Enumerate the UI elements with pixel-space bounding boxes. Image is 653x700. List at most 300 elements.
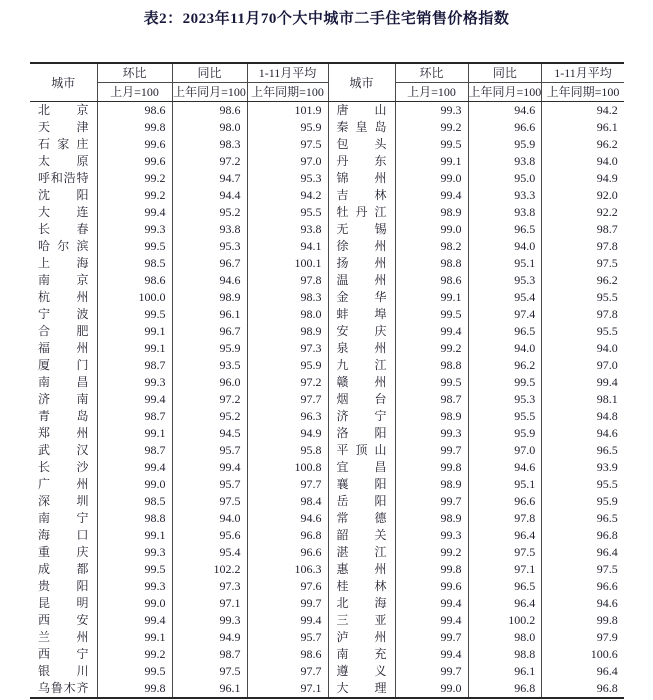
avg-value: 94.6 [596,426,618,440]
header-yoy-left: 同比 [172,63,247,83]
yoy-value: 97.1 [468,561,542,578]
table-row [30,408,624,425]
avg-value: 97.7 [247,663,328,680]
mom-value: 99.4 [97,612,172,629]
avg-value: 97.6 [247,578,328,595]
mom-value: 99.6 [97,153,172,170]
mom-value: 99.8 [97,680,172,698]
yoy-value: 95.5 [468,408,542,425]
avg-value: 98.7 [596,222,618,236]
yoy-value: 98.0 [172,119,247,136]
city-name: 赣州 [328,374,395,391]
city-name: 九江 [328,357,395,374]
city-name: 丹东 [328,153,395,170]
yoy-value: 96.1 [172,306,247,323]
mom-value: 99.2 [395,119,468,136]
city-name: 济南 [30,391,97,408]
yoy-value: 95.6 [172,527,247,544]
city-name: 牡丹江 [328,204,395,221]
table-row [30,272,624,289]
yoy-value: 95.1 [468,476,542,493]
city-name: 太原 [30,153,97,170]
mom-value: 99.8 [395,459,468,476]
table-row [30,442,624,459]
yoy-value: 95.3 [468,391,542,408]
city-name: 北海 [328,595,395,612]
mom-value: 98.9 [395,408,468,425]
avg-value: 94.6 [596,596,618,610]
city-name: 无锡 [328,221,395,238]
yoy-value: 95.7 [172,442,247,459]
mom-value: 99.6 [395,578,468,595]
yoy-value: 94.0 [172,510,247,527]
city-name: 南昌 [30,374,97,391]
table-row [30,629,624,646]
table-row [30,663,624,680]
city-name: 贵阳 [30,578,97,595]
table-row [30,221,624,238]
table-row [30,170,624,187]
yoy-value: 94.9 [172,629,247,646]
avg-value: 97.1 [247,680,328,698]
yoy-value: 95.3 [172,238,247,255]
yoy-value: 96.7 [172,323,247,340]
mom-value: 99.5 [97,561,172,578]
city-name: 唐山 [328,102,395,120]
mom-value: 98.5 [97,493,172,510]
yoy-value: 96.2 [468,357,542,374]
table-row [30,306,624,323]
mom-value: 99.7 [395,663,468,680]
mom-value: 99.0 [395,170,468,187]
avg-value: 95.7 [247,629,328,646]
yoy-value: 96.7 [172,255,247,272]
avg-value: 96.8 [596,681,618,695]
table-row [30,476,624,493]
mom-value: 100.0 [97,289,172,306]
yoy-value: 95.4 [172,544,247,561]
city-name: 常德 [328,510,395,527]
mom-value: 99.2 [97,170,172,187]
avg-value: 95.9 [596,494,618,508]
avg-value: 93.8 [247,221,328,238]
table-row [30,255,624,272]
city-name: 呼和浩特 [30,170,97,187]
header-avg-base-right: 上年同期=100 [542,83,624,102]
avg-value: 98.4 [247,493,328,510]
mom-value: 98.9 [395,204,468,221]
city-name: 石家庄 [30,136,97,153]
mom-value: 99.4 [395,612,468,629]
yoy-value: 96.4 [468,527,542,544]
city-name: 沈阳 [30,187,97,204]
avg-value: 101.9 [247,102,328,120]
mom-value: 99.1 [395,153,468,170]
table-row [30,425,624,442]
header-mom-base-left: 上月=100 [97,83,172,102]
mom-value: 99.1 [97,340,172,357]
yoy-value: 98.8 [468,646,542,663]
mom-value: 98.8 [395,357,468,374]
city-name: 天津 [30,119,97,136]
avg-value: 98.6 [247,646,328,663]
mom-value: 99.8 [395,561,468,578]
mom-value: 99.1 [97,323,172,340]
table-row [30,646,624,663]
avg-value: 96.3 [247,408,328,425]
yoy-value: 97.2 [172,153,247,170]
mom-value: 99.3 [97,578,172,595]
yoy-value: 97.5 [172,663,247,680]
city-name: 青岛 [30,408,97,425]
avg-value: 99.4 [596,375,618,389]
mom-value: 99.2 [97,187,172,204]
avg-value: 106.3 [247,561,328,578]
header-city-right: 城市 [328,63,395,102]
avg-value: 95.3 [247,170,328,187]
yoy-value: 93.3 [468,187,542,204]
mom-value: 98.2 [395,238,468,255]
city-name: 长沙 [30,459,97,476]
page-title: 表2：2023年11月70个大中城市二手住宅销售价格指数 [143,11,510,27]
yoy-value: 96.5 [468,323,542,340]
avg-value: 98.9 [247,323,328,340]
city-name: 重庆 [30,544,97,561]
mom-value: 99.4 [97,391,172,408]
table-row [30,323,624,340]
mom-value: 98.6 [395,272,468,289]
mom-value: 99.4 [395,187,468,204]
avg-value: 99.8 [596,613,618,627]
city-name: 南充 [328,646,395,663]
yoy-value: 95.0 [468,170,542,187]
table-row [30,119,624,136]
yoy-value: 94.6 [172,272,247,289]
city-name: 安庆 [328,323,395,340]
table-row [30,391,624,408]
yoy-value: 97.1 [172,595,247,612]
avg-value: 98.3 [247,289,328,306]
city-name: 宜昌 [328,459,395,476]
header-avg-left: 1-11月平均 [247,63,328,83]
city-name: 蚌埠 [328,306,395,323]
table-row [30,102,624,120]
city-name: 上海 [30,255,97,272]
city-name: 昆明 [30,595,97,612]
mom-value: 99.7 [395,442,468,459]
avg-value: 97.2 [247,374,328,391]
avg-value: 94.1 [247,238,328,255]
yoy-value: 95.2 [172,204,247,221]
avg-value: 95.5 [596,290,618,304]
city-name: 成都 [30,561,97,578]
city-name: 南京 [30,272,97,289]
mom-value: 99.1 [97,425,172,442]
mom-value: 99.4 [97,459,172,476]
mom-value: 99.5 [97,238,172,255]
mom-value: 99.2 [395,340,468,357]
table-row [30,153,624,170]
yoy-value: 98.9 [172,289,247,306]
yoy-value: 97.5 [172,493,247,510]
city-name: 包头 [328,136,395,153]
yoy-value: 93.8 [468,153,542,170]
header-yoy-base-right: 上年同月=100 [468,83,542,102]
mom-value: 98.7 [97,357,172,374]
yoy-value: 100.2 [468,612,542,629]
table-row [30,493,624,510]
city-name: 大连 [30,204,97,221]
avg-value: 97.5 [596,256,618,270]
yoy-value: 102.2 [172,561,247,578]
city-name: 深圳 [30,493,97,510]
mom-value: 98.8 [395,255,468,272]
avg-value: 96.2 [596,273,618,287]
avg-value: 94.2 [247,187,328,204]
city-name: 锦州 [328,170,395,187]
mom-value: 99.4 [395,646,468,663]
mom-value: 99.1 [97,527,172,544]
yoy-value: 95.9 [172,340,247,357]
mom-value: 99.3 [97,374,172,391]
yoy-value: 95.4 [468,289,542,306]
avg-value: 96.6 [596,579,618,593]
mom-value: 98.9 [395,476,468,493]
mom-value: 99.0 [97,595,172,612]
mom-value: 99.7 [395,493,468,510]
yoy-value: 99.5 [468,374,542,391]
mom-value: 99.0 [395,221,468,238]
mom-value: 99.0 [97,476,172,493]
avg-value: 97.8 [247,272,328,289]
avg-value: 97.3 [247,340,328,357]
city-name: 西宁 [30,646,97,663]
city-name: 温州 [328,272,395,289]
yoy-value: 98.3 [172,136,247,153]
mom-value: 99.1 [97,629,172,646]
yoy-value: 95.3 [468,272,542,289]
avg-value: 96.6 [247,544,328,561]
avg-value: 95.8 [247,442,328,459]
avg-value: 96.8 [596,528,618,542]
avg-value: 96.4 [596,545,618,559]
yoy-value: 96.4 [468,595,542,612]
table-body [30,102,624,699]
city-name: 北京 [30,102,97,120]
table-row [30,340,624,357]
avg-value: 96.1 [596,120,618,134]
mom-value: 99.2 [97,646,172,663]
city-name: 西安 [30,612,97,629]
yoy-value: 99.3 [172,612,247,629]
city-name: 遵义 [328,663,395,680]
yoy-value: 93.8 [468,204,542,221]
city-name: 金华 [328,289,395,306]
header-yoy-base-left: 上年同月=100 [172,83,247,102]
avg-value: 92.2 [596,205,618,219]
mom-value: 99.5 [395,306,468,323]
avg-value: 100.6 [590,647,618,661]
yoy-value: 96.8 [468,680,542,698]
yoy-value: 99.4 [172,459,247,476]
yoy-value: 95.9 [468,136,542,153]
mom-value: 99.5 [97,306,172,323]
mom-value: 98.7 [97,442,172,459]
yoy-value: 94.4 [172,187,247,204]
yoy-value: 94.0 [468,340,542,357]
mom-value: 98.6 [97,272,172,289]
avg-value: 95.5 [596,324,618,338]
table-row [30,561,624,578]
city-name: 秦皇岛 [328,119,395,136]
city-name: 岳阳 [328,493,395,510]
avg-value: 97.7 [247,391,328,408]
city-name: 杭州 [30,289,97,306]
city-name: 扬州 [328,255,395,272]
avg-value: 96.4 [596,664,618,678]
yoy-value: 94.6 [468,459,542,476]
avg-value: 97.0 [247,153,328,170]
yoy-value: 96.1 [172,680,247,698]
mom-value: 99.8 [97,119,172,136]
table-row [30,374,624,391]
table-row [30,204,624,221]
yoy-value: 96.5 [468,578,542,595]
avg-value: 96.5 [596,443,618,457]
table-row [30,238,624,255]
avg-value: 94.2 [596,103,618,117]
yoy-value: 97.5 [468,544,542,561]
mom-value: 99.1 [395,289,468,306]
yoy-value: 96.5 [468,221,542,238]
yoy-value: 94.0 [468,238,542,255]
city-name: 襄阳 [328,476,395,493]
yoy-value: 96.6 [468,119,542,136]
avg-value: 96.8 [247,527,328,544]
price-index-table [30,62,624,699]
table-row [30,578,624,595]
mom-value: 99.3 [395,527,468,544]
yoy-value: 95.1 [468,255,542,272]
city-name: 武汉 [30,442,97,459]
avg-value: 94.6 [247,510,328,527]
yoy-value: 97.4 [468,306,542,323]
mom-value: 98.5 [97,255,172,272]
yoy-value: 94.5 [172,425,247,442]
city-name: 惠州 [328,561,395,578]
mom-value: 99.3 [395,102,468,120]
city-name: 济宁 [328,408,395,425]
table-row [30,510,624,527]
mom-value: 99.3 [97,544,172,561]
mom-value: 98.6 [97,102,172,120]
yoy-value: 95.7 [172,476,247,493]
table-row [30,527,624,544]
city-name: 洛阳 [328,425,395,442]
avg-value: 94.9 [596,171,618,185]
city-name: 泸州 [328,629,395,646]
header-avg-right: 1-11月平均 [542,63,624,83]
mom-value: 99.5 [395,374,468,391]
avg-value: 100.8 [247,459,328,476]
table-row [30,612,624,629]
avg-value: 97.9 [596,630,618,644]
avg-value: 97.5 [247,136,328,153]
avg-value: 99.4 [247,612,328,629]
mom-value: 98.9 [395,510,468,527]
avg-value: 97.0 [596,358,618,372]
avg-value: 98.0 [247,306,328,323]
city-name: 合肥 [30,323,97,340]
city-name: 南宁 [30,510,97,527]
avg-value: 98.1 [596,392,618,406]
yoy-value: 98.0 [468,629,542,646]
table-row [30,680,624,698]
city-name: 平顶山 [328,442,395,459]
table-row [30,357,624,374]
mom-value: 98.8 [97,510,172,527]
city-name: 三亚 [328,612,395,629]
avg-value: 94.8 [596,409,618,423]
header-mom-left: 环比 [97,63,172,83]
mom-value: 99.5 [395,136,468,153]
city-name: 海口 [30,527,97,544]
mom-value: 99.2 [395,544,468,561]
city-name: 桂林 [328,578,395,595]
mom-value: 99.3 [97,221,172,238]
table-row [30,289,624,306]
city-name: 兰州 [30,629,97,646]
city-name: 烟台 [328,391,395,408]
mom-value: 98.7 [97,408,172,425]
avg-value: 97.8 [596,239,618,253]
avg-value: 95.9 [247,357,328,374]
header-city-left: 城市 [30,63,97,102]
city-name: 吉林 [328,187,395,204]
avg-value: 97.7 [247,476,328,493]
yoy-value: 97.3 [172,578,247,595]
city-name: 福州 [30,340,97,357]
city-name: 湛江 [328,544,395,561]
mom-value: 99.4 [395,595,468,612]
table-row [30,459,624,476]
city-name: 宁波 [30,306,97,323]
mom-value: 99.5 [97,663,172,680]
yoy-value: 98.6 [172,102,247,120]
yoy-value: 93.8 [172,221,247,238]
header-mom-base-right: 上月=100 [395,83,468,102]
city-name: 长春 [30,221,97,238]
yoy-value: 96.6 [468,493,542,510]
mom-value: 99.6 [97,136,172,153]
table-row [30,136,624,153]
avg-value: 95.5 [247,204,328,221]
table-row [30,187,624,204]
avg-value: 96.2 [596,137,618,151]
avg-value: 96.5 [596,511,618,525]
table-row [30,544,624,561]
yoy-value: 97.2 [172,391,247,408]
table-row [30,595,624,612]
yoy-value: 94.7 [172,170,247,187]
avg-value: 94.0 [596,341,618,355]
avg-value: 95.9 [247,119,328,136]
city-name: 广州 [30,476,97,493]
city-name: 韶关 [328,527,395,544]
avg-value: 94.9 [247,425,328,442]
mom-value: 99.4 [395,323,468,340]
yoy-value: 96.1 [468,663,542,680]
